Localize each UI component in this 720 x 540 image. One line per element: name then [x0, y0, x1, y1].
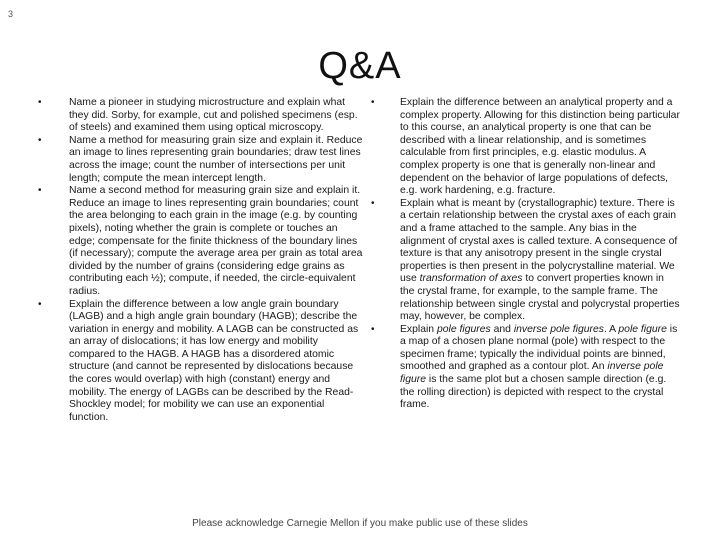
text-segment: Explain the difference between an analytical property and a complex property. Allowing for this distinction being particular to this course, an analytical property is one that can be described with a linear relationship, and is sometimes calculable from first principles, e.g. elastic modulus. A complex property is one that is generally non-linear and dependent on the behavior of large populations of defects, e.g. work hardening, e.g. fracture. [400, 97, 680, 197]
emphasis-text: pole figures [436, 323, 491, 335]
bullet-icon: • [371, 197, 375, 209]
question-item [30, 185, 366, 298]
question-text: Name a method for measuring grain size and explain it. Reduce an image to lines representing grain boundaries; draw test lines across the image; count the number of intersections per unit length; compute the mean intercept length. [69, 134, 363, 184]
text-segment: . A [603, 323, 619, 335]
question-text [400, 198, 680, 324]
question-item [370, 324, 680, 412]
question-text [400, 324, 680, 412]
question-text: Explain the difference between a low angle grain boundary (LAGB) and a high angle grain boundary (HAGB); describe the variation in energy and mobility. A LAGB can be constructed as an array of dislocations; it has low energy and mobility compared to the HAGB. A HAGB has a disordered atomic structure (and cannot be represented by dislocations because the cores would overlap) with high (constant) energy and mobility. The energy of LAGBs can be described by the Read-Shockley model; for mobility we can use an exponential function. [69, 298, 359, 423]
text-segment: is a map of a chosen plane normal (pole) with respect to the specimen frame; typically the individual points are binned, smoothed and graphed as a contour plot. An [400, 323, 678, 373]
left-question-list [30, 97, 366, 424]
text-segment: Explain what is meant by (crystallographic) texture. There is a certain relationship between the crystal axes of each grain and a frame attached to the sample. Any bias in the alignment of crystal axes is called texture. A consequence of texture is that any anisotropy present in the single crystal properties is then present in the polycrystalline material. We use [400, 197, 678, 285]
question-text [400, 97, 680, 198]
question-item [30, 97, 366, 135]
slide-title: Q&A [318, 45, 402, 87]
emphasis-text: pole figure [618, 323, 667, 335]
bullet-icon: • [38, 298, 42, 310]
bullet-icon: • [371, 323, 375, 335]
text-segment: is the same plot but a chosen sample direction (e.g. the rolling direction) is depicted with respect to the crystal frame. [400, 374, 667, 411]
text-segment: and [490, 323, 514, 335]
question-item [370, 198, 680, 324]
bullet-icon: • [38, 134, 42, 146]
text-segment: Explain [400, 323, 437, 335]
question-text: Name a second method for measuring grain size and explain it. Reduce an image to lines representing grain boundaries; count the area belonging to each grain in the image (e.g. by counting pixels), noting whether the grain is complete or touches an edge; compensate for the finite thickness of the boundary lines (if necessary); compute the average area per grain as total area divided by the number of grains (considering edge grains as contributing each ½); compute, if needed, the circle-equivalent radius. [69, 185, 363, 297]
question-item [30, 135, 366, 185]
bullet-icon: • [371, 97, 375, 108]
text-segment: to convert properties known in the crystal frame, for example, to the sample frame. The relationship between single crystal and polycrystal properties may, however, be complex. [400, 273, 680, 323]
emphasis-text: transformation of axes [419, 273, 523, 285]
emphasis-text: inverse pole figures [513, 323, 604, 335]
question-item [30, 299, 366, 425]
bullet-icon: • [38, 97, 42, 108]
emphasis-text: inverse pole figure [400, 361, 664, 386]
question-item [370, 97, 680, 198]
footer-acknowledgement: Please acknowledge Carnegie Mellon if you make public use of these slides [192, 518, 528, 529]
right-question-list [370, 97, 680, 412]
slide-number: 3 [8, 9, 14, 19]
question-text: Name a pioneer in studying microstructure and explain what they did. Sorby, for example, cut and polished specimens (esp. of steels) and examined them using optical microscopy. [69, 97, 358, 134]
bullet-icon: • [38, 185, 42, 197]
